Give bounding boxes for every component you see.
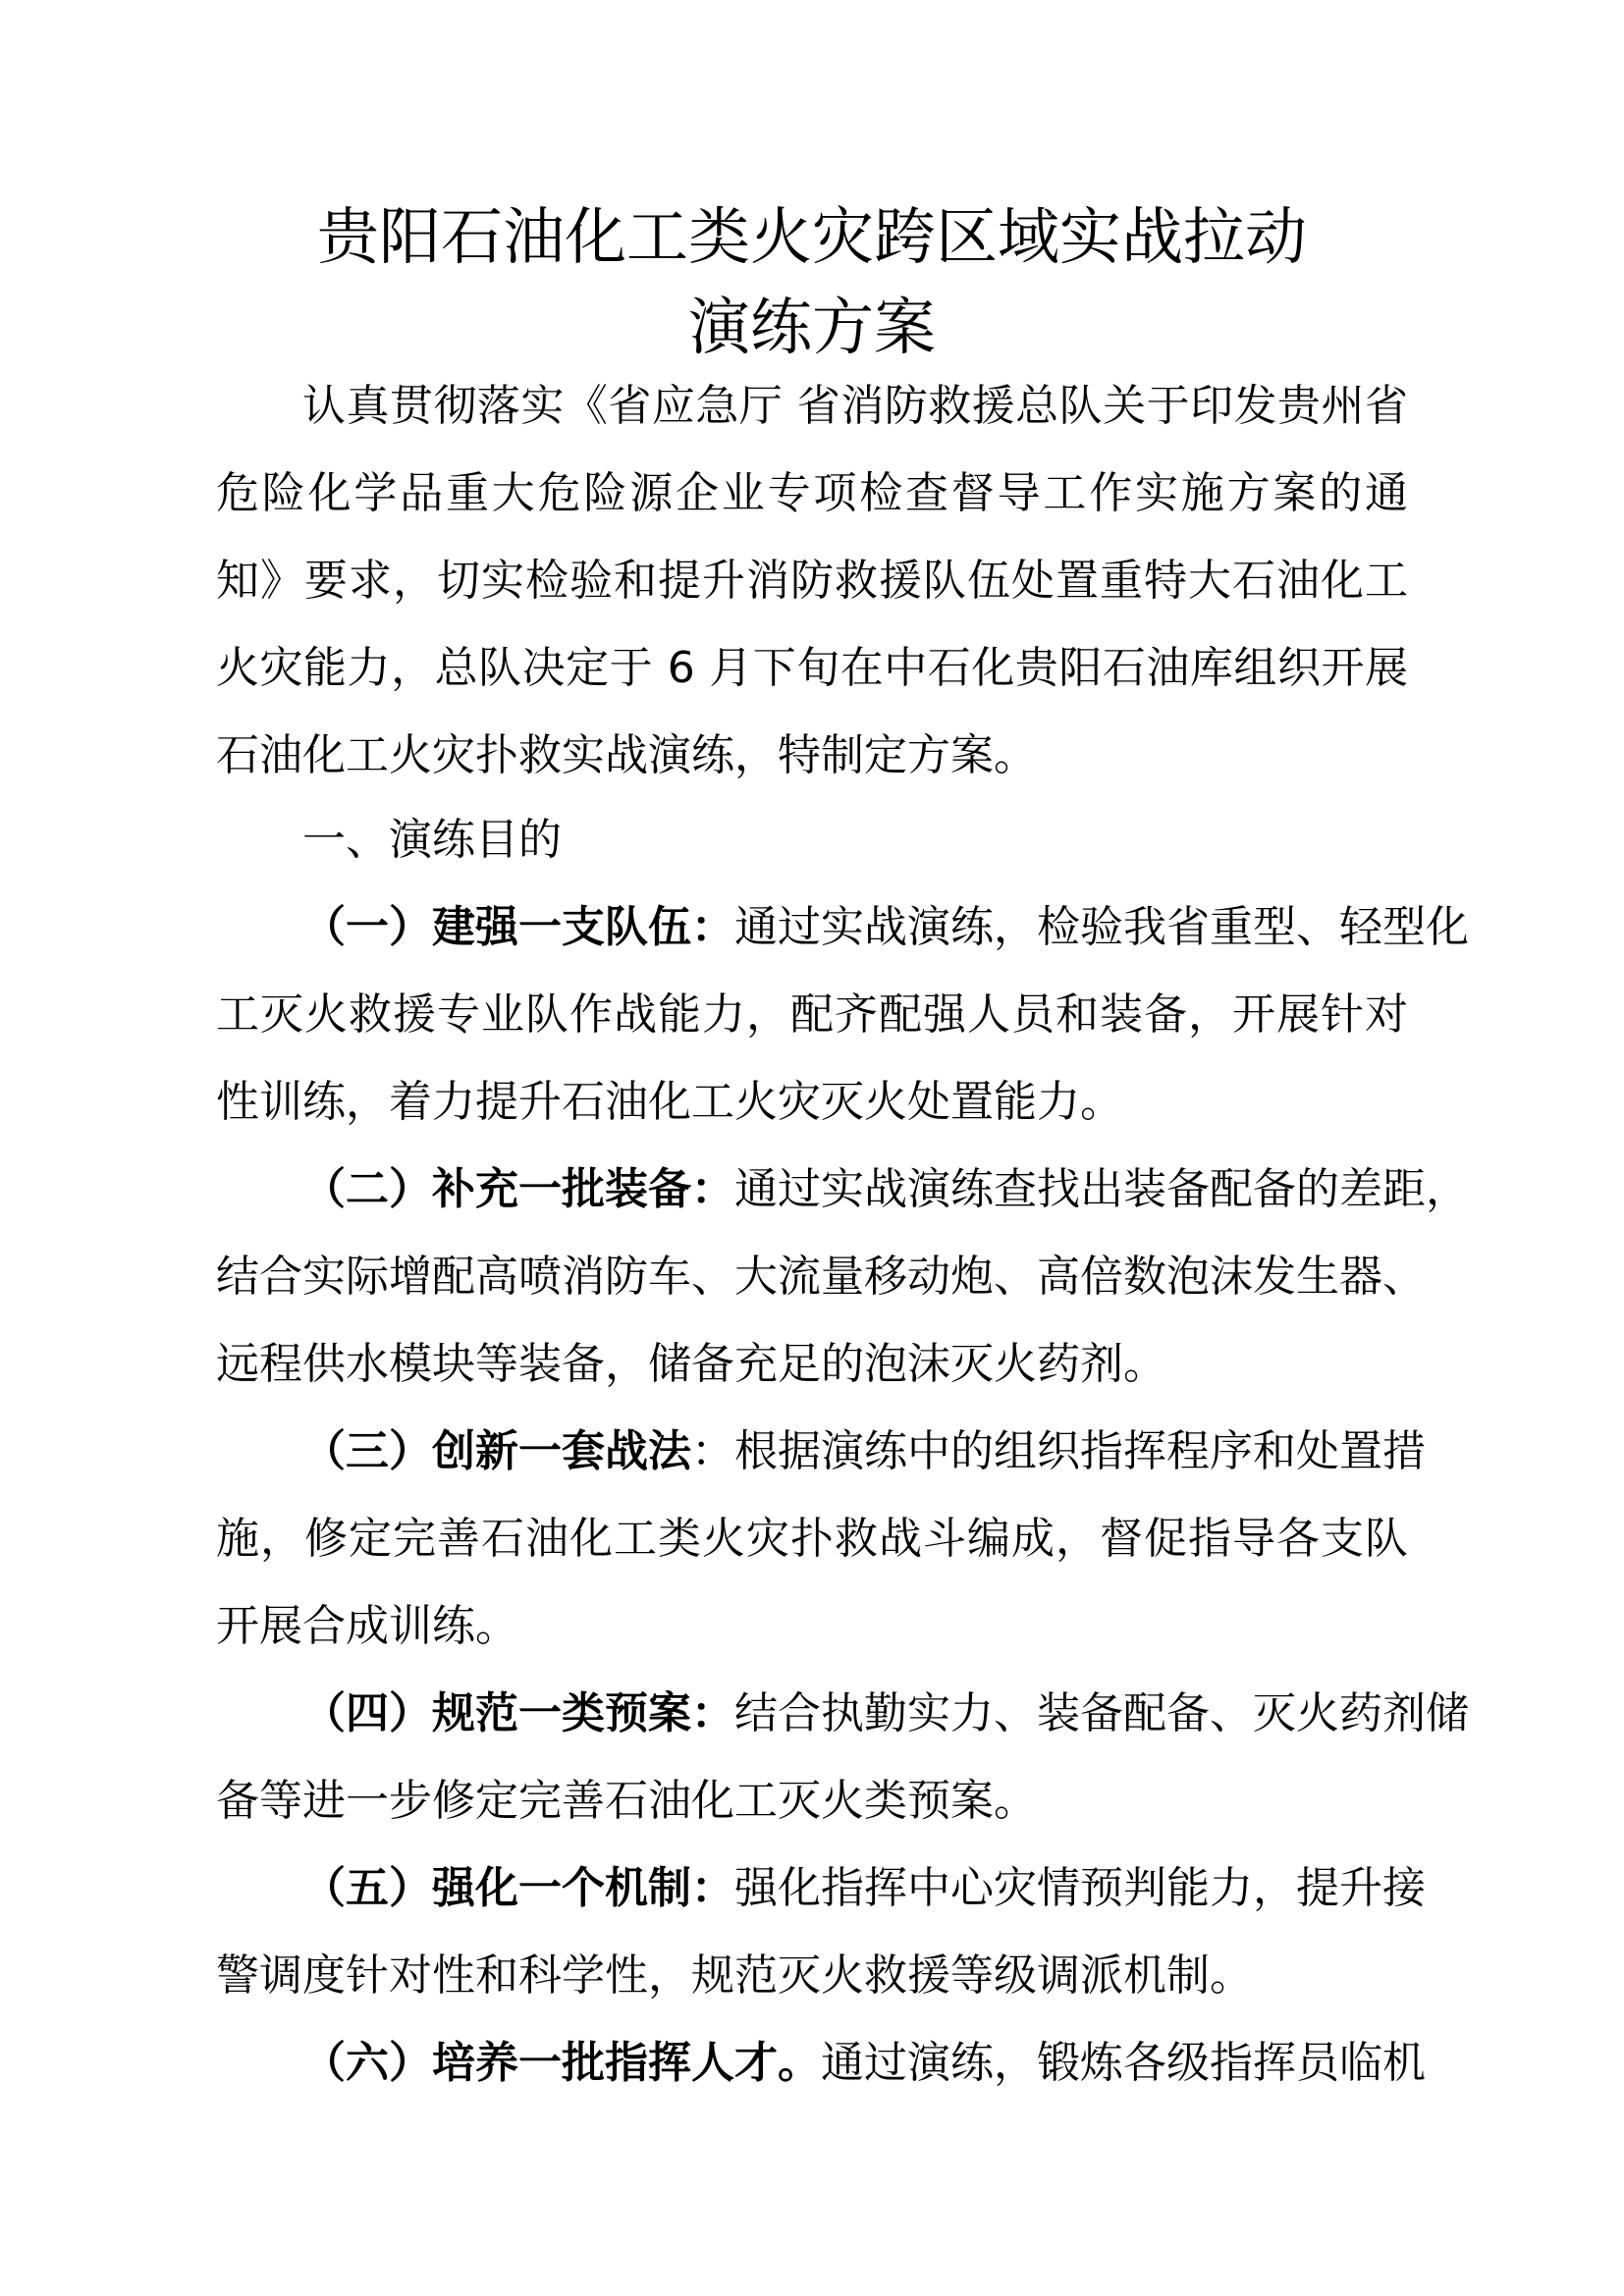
item-line: 警调度针对性和科学性，规范灭火救援等级调派机制。 xyxy=(216,1950,1253,2001)
item-line: 开展合成训练。 xyxy=(216,1601,518,1651)
document-title-line-2: 演练方案 xyxy=(688,292,936,363)
item-label: （四）规范一类预案： xyxy=(302,1688,734,1738)
item-text: 通过演练，锻炼各级指挥员临机 xyxy=(821,2038,1426,2088)
item-label: （六）培养一批指挥人才。 xyxy=(302,2038,821,2088)
item-text: 强化指挥中心灾情预判能力，提升接 xyxy=(734,1863,1426,1913)
item-line: 施，修定完善石油化工类火灾扑救战斗编成，督促指导各支队 xyxy=(216,1514,1408,1564)
item-first-line xyxy=(302,1686,1469,1741)
item-label: （五）强化一个机制： xyxy=(302,1863,734,1913)
item-line: 结合实际增配高喷消防车、大流量移动炮、高倍数泡沫发生器、 xyxy=(216,1252,1426,1302)
item-line: 性训练，着力提升石油化工火灾灭火处置能力。 xyxy=(216,1077,1123,1127)
item-line: 远程供水模块等装备，储备充足的泡沫灭火药剂。 xyxy=(216,1339,1166,1389)
item-label: （三）创新一套战法 xyxy=(302,1426,691,1476)
intro-line: 知》要求，切实检验和提升消防救援队伍处置重特大石油化工 xyxy=(216,556,1408,606)
item-text: ：根据演练中的组织指挥程序和处置措 xyxy=(691,1426,1426,1476)
intro-line: 石油化工火灾扑救实战演练，特制定方案。 xyxy=(216,730,1037,780)
item-label: （二）补充一批装备： xyxy=(302,1164,734,1214)
item-text: 通过实战演练，检验我省重型、轻型化 xyxy=(734,902,1469,952)
section-heading: 一、演练目的 xyxy=(302,815,562,865)
item-line: 备等进一步修定完善石油化工灭火类预案。 xyxy=(216,1776,1037,1826)
item-first-line xyxy=(302,1424,1426,1479)
intro-line: 火灾能力，总队决定于 6 月下旬在中石化贵阳石油库组织开展 xyxy=(216,643,1408,693)
item-text: 结合执勤实力、装备配备、灭火药剂储 xyxy=(734,1688,1469,1738)
intro-line: 认真贯彻落实《省应急厅 省消防救援总队关于印发贵州省 xyxy=(302,381,1408,431)
item-first-line xyxy=(302,1162,1469,1217)
item-first-line xyxy=(302,1861,1426,1916)
item-line: 工灭火救援专业队作战能力，配齐配强人员和装备，开展针对 xyxy=(216,989,1408,1040)
item-first-line xyxy=(302,2036,1426,2091)
document-title-line-1: 贵阳石油化工类火灾跨区域实战拉动 xyxy=(317,201,1307,273)
item-first-line xyxy=(302,900,1469,955)
item-label: （一）建强一支队伍： xyxy=(302,902,734,952)
item-text: 通过实战演练查找出装备配备的差距， xyxy=(734,1164,1469,1214)
intro-line: 危险化学品重大危险源企业专项检查督导工作实施方案的通 xyxy=(216,468,1408,518)
